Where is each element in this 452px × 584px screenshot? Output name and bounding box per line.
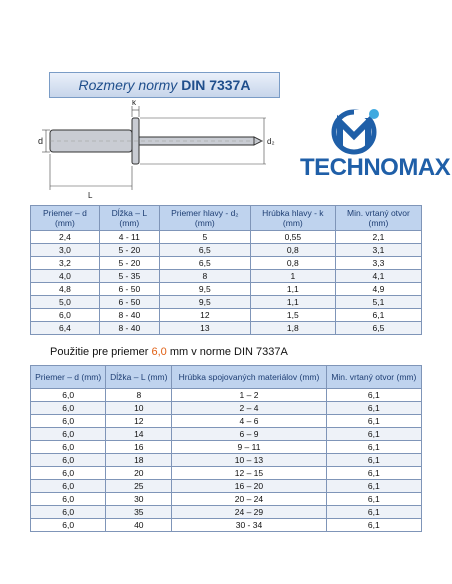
table-cell: 6,0	[31, 415, 106, 428]
table-row	[31, 402, 422, 415]
usage-text-after: mm v norme DIN 7337A	[166, 346, 288, 358]
table-cell: 6,1	[326, 480, 421, 493]
usage-text-before: Použitie pre priemer	[50, 346, 152, 358]
table-cell: 10	[106, 402, 172, 415]
table-cell: 0,55	[250, 231, 335, 244]
table-cell: 20	[106, 467, 172, 480]
table-cell: 5 - 20	[99, 244, 159, 257]
table-row	[31, 389, 422, 402]
table-cell: 1	[250, 270, 335, 283]
col-header: Dĺžka – L (mm)	[106, 366, 172, 389]
table-row	[31, 480, 422, 493]
table-cell: 8	[106, 389, 172, 402]
table-cell: 6,1	[326, 389, 421, 402]
table-cell: 6,0	[31, 493, 106, 506]
usage-caption	[50, 346, 288, 358]
col-header: Priemer – d (mm)	[31, 206, 100, 231]
table-cell: 2,1	[335, 231, 421, 244]
table-cell: 6,1	[326, 428, 421, 441]
table-row	[31, 296, 422, 309]
table-row	[31, 493, 422, 506]
table-cell: 35	[106, 506, 172, 519]
title-box	[49, 72, 280, 98]
table-cell: 25	[106, 480, 172, 493]
table-cell: 1,5	[250, 309, 335, 322]
table-cell: 4,0	[31, 270, 100, 283]
table-row	[31, 231, 422, 244]
table-cell: 8 - 40	[99, 309, 159, 322]
table-cell: 16 – 20	[172, 480, 326, 493]
table-cell: 6,1	[326, 415, 421, 428]
table-cell: 4 – 6	[172, 415, 326, 428]
table-cell: 12 – 15	[172, 467, 326, 480]
table-cell: 30 - 34	[172, 519, 326, 532]
table-cell: 6,0	[31, 402, 106, 415]
table-cell: 6,5	[159, 244, 250, 257]
table-cell: 6,0	[31, 454, 106, 467]
col-header: Dĺžka – L (mm)	[99, 206, 159, 231]
col-header: Min. vrtaný otvor (mm)	[335, 206, 421, 231]
table-cell: 8 - 40	[99, 322, 159, 335]
technomax-m-logo-icon	[300, 100, 445, 156]
table-cell: 6,0	[31, 428, 106, 441]
table-cell: 13	[159, 322, 250, 335]
table-cell: 6,0	[31, 480, 106, 493]
table-cell: 6,0	[31, 389, 106, 402]
table-cell: 4,1	[335, 270, 421, 283]
title-italic: Rozmery normy	[78, 77, 178, 93]
table-cell: 1,1	[250, 283, 335, 296]
table-cell: 2,4	[31, 231, 100, 244]
table-cell: 3,0	[31, 244, 100, 257]
table-row	[31, 283, 422, 296]
table-row	[31, 309, 422, 322]
table-cell: 5 - 20	[99, 257, 159, 270]
table-row	[31, 428, 422, 441]
col-header: Priemer hlavy - d₂ (mm)	[159, 206, 250, 231]
table-cell: 8	[159, 270, 250, 283]
table-cell: 6 - 50	[99, 283, 159, 296]
table-cell: 40	[106, 519, 172, 532]
table-cell: 0,8	[250, 244, 335, 257]
table-cell: 4 - 11	[99, 231, 159, 244]
table-cell: 6,1	[326, 519, 421, 532]
logo-wordmark: TECHNOMAX	[300, 154, 451, 181]
table-cell: 6,5	[159, 257, 250, 270]
table-cell: 4,9	[335, 283, 421, 296]
table-cell: 3,2	[31, 257, 100, 270]
table-cell: 6,0	[31, 506, 106, 519]
col-header: Priemer – d (mm)	[31, 366, 106, 389]
table-cell: 6,0	[31, 441, 106, 454]
label-d2: d₂	[267, 137, 275, 146]
col-header: Hrúbka hlavy - k (mm)	[250, 206, 335, 231]
table-cell: 12	[106, 415, 172, 428]
table-cell: 10 – 13	[172, 454, 326, 467]
table-cell: 4,8	[31, 283, 100, 296]
label-k: k	[132, 100, 136, 107]
table-cell: 5 - 35	[99, 270, 159, 283]
table-row	[31, 415, 422, 428]
table-cell: 14	[106, 428, 172, 441]
table-cell: 5,1	[335, 296, 421, 309]
table-cell: 0,8	[250, 257, 335, 270]
label-d: d	[38, 136, 44, 146]
table-header-row	[31, 366, 422, 389]
table-row	[31, 322, 422, 335]
technomax-logo	[300, 100, 451, 195]
table-cell: 1,1	[250, 296, 335, 309]
table-cell: 6,1	[335, 309, 421, 322]
dimensions-table	[30, 205, 422, 335]
table-cell: 6,1	[326, 441, 421, 454]
table-cell: 6,1	[326, 454, 421, 467]
table-cell: 6,1	[326, 493, 421, 506]
table-cell: 6 – 9	[172, 428, 326, 441]
table-row	[31, 244, 422, 257]
title-bold: DIN 7337A	[181, 77, 251, 93]
table-cell: 9,5	[159, 296, 250, 309]
usage-table	[30, 365, 422, 532]
table-row	[31, 467, 422, 480]
table-row	[31, 454, 422, 467]
table-cell: 18	[106, 454, 172, 467]
table-cell: 2 – 4	[172, 402, 326, 415]
table-cell: 9,5	[159, 283, 250, 296]
table-cell: 6,0	[31, 309, 100, 322]
table-cell: 1,8	[250, 322, 335, 335]
table-cell: 5	[159, 231, 250, 244]
table-cell: 20 – 24	[172, 493, 326, 506]
usage-highlight-value: 6,0	[151, 346, 167, 358]
table-cell: 1 – 2	[172, 389, 326, 402]
col-header: Hrúbka spojovaných materiálov (mm)	[172, 366, 326, 389]
rivet-body	[50, 130, 132, 152]
table-cell: 6,1	[326, 506, 421, 519]
table-cell: 3,3	[335, 257, 421, 270]
table-cell: 6 - 50	[99, 296, 159, 309]
table-cell: 9 – 11	[172, 441, 326, 454]
table-cell: 6,5	[335, 322, 421, 335]
table-cell: 24 – 29	[172, 506, 326, 519]
table-cell: 5,0	[31, 296, 100, 309]
table-row	[31, 270, 422, 283]
table-row	[31, 257, 422, 270]
table-row	[31, 441, 422, 454]
table-cell: 16	[106, 441, 172, 454]
col-header: Min. vrtaný otvor (mm)	[326, 366, 421, 389]
table-row	[31, 506, 422, 519]
table-header-row	[31, 206, 422, 231]
label-L: L	[88, 191, 93, 200]
table-cell: 6,1	[326, 402, 421, 415]
table-cell: 6,4	[31, 322, 100, 335]
rivet-diagram	[28, 100, 278, 205]
table-cell: 3,1	[335, 244, 421, 257]
table-cell: 6,0	[31, 519, 106, 532]
table-cell: 6,1	[326, 467, 421, 480]
table-cell: 12	[159, 309, 250, 322]
table-cell: 30	[106, 493, 172, 506]
table-row	[31, 519, 422, 532]
table-cell: 6,0	[31, 467, 106, 480]
